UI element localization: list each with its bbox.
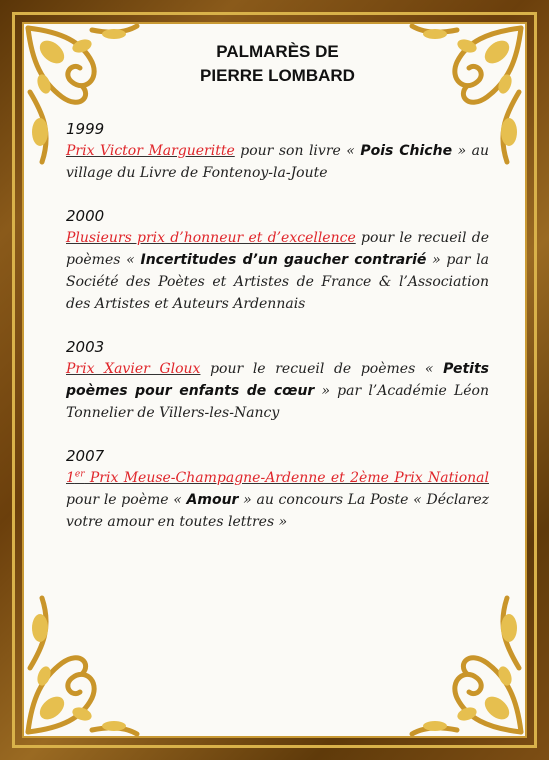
work-title: Pois Chiche — [360, 143, 453, 159]
palmares-content — [66, 40, 489, 554]
award-entry-2007 — [66, 445, 489, 533]
work-title: Amour — [186, 492, 239, 508]
award-text-part: » au village du Livre de Fontenoy-la-Joute — [66, 143, 489, 181]
award-entry-2000 — [66, 205, 489, 315]
corner-ornament-icon — [22, 588, 142, 738]
prize-name: Prix Xavier Gloux — [66, 361, 201, 377]
work-title: Petits poèmes pour enfants de cœur — [66, 361, 489, 399]
award-year: 2007 — [66, 447, 105, 465]
prize-name-text: Prix Meuse-Champagne-Ardenne et 2ème Prix National — [84, 470, 489, 486]
award-text — [66, 467, 489, 533]
work-title: Incertitudes d’un gaucher contrarié — [140, 252, 427, 268]
award-text-part: » par l’Académie Léon Tonnelier de Villers-les-Nancy — [66, 383, 489, 421]
award-text — [66, 140, 489, 184]
title-line-2: PIERRE LOMBARD — [200, 66, 355, 85]
prize-name: Prix Victor Margueritte — [66, 143, 235, 159]
award-text-part: pour le recueil de poèmes « — [200, 361, 444, 377]
award-year: 2003 — [66, 338, 105, 356]
award-text — [66, 227, 489, 315]
award-text-part: » par la Société des Poètes et Artistes de France & l’Association des Artistes et Auteurs Ardennais — [66, 252, 490, 312]
award-text-part: pour le poème « — [66, 492, 187, 508]
page-title — [66, 40, 489, 88]
prize-rank-number: 1 — [66, 470, 75, 486]
title-line-1: PALMARÈS DE — [216, 42, 339, 61]
prize-name: Plusieurs prix d’honneur et d’excellence — [66, 230, 356, 246]
award-entry-1999 — [66, 118, 489, 184]
award-text-part: pour le recueil de poèmes « — [66, 230, 489, 268]
prize-name — [66, 470, 489, 486]
corner-ornament-icon — [407, 588, 527, 738]
award-year: 2000 — [66, 207, 105, 225]
award-text — [66, 358, 489, 424]
award-text-part: pour son livre « — [234, 143, 361, 159]
prize-rank-suffix: er — [74, 469, 85, 480]
award-text-part: » au concours La Poste « Déclarez votre amour en toutes lettres » — [66, 492, 489, 530]
award-entry-2003 — [66, 336, 489, 424]
award-year: 1999 — [66, 120, 105, 138]
